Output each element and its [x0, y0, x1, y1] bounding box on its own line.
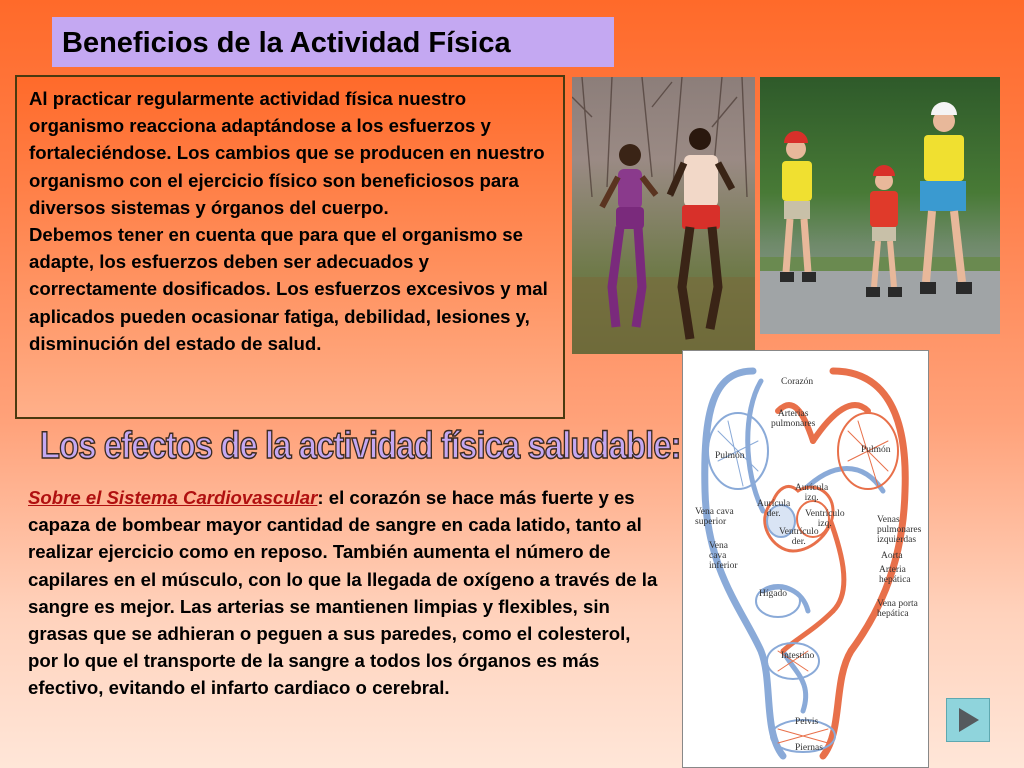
label-venas-pulmonares: Venas pulmonares izquierdas [877, 515, 922, 545]
play-triangle-icon [953, 705, 983, 735]
skaters-photo [760, 77, 1000, 334]
label-arterias-pulmonares: Arterias pulmonares [771, 409, 816, 429]
label-vena-cava-superior: Vena cava superior [695, 507, 734, 527]
label-piernas: Piernas [795, 743, 823, 753]
cardiovascular-link[interactable]: Sobre el Sistema Cardiovascular [28, 487, 318, 508]
label-corazon: Corazón [781, 377, 814, 387]
circulatory-system-diagram [682, 350, 929, 768]
intro-paragraph-2: Debemos tener en cuenta que para que el organismo se adapte, los esfuerzos deben ser adecuados y correctamente dosificados. Los esfuerzos excesivos y mal aplicados pueden ocasionar fatiga, debilidad, lesiones y, disminución del estado de salud. [29, 224, 548, 354]
label-vena-cava-inferior: Vena cava inferior [709, 541, 738, 571]
label-vena-porta: Vena porta hepática [877, 599, 918, 619]
cardiovascular-text: : el corazón se hace más fuerte y es capaza de bombear mayor cantidad de sangre en cada latido, tanto al realizar ejercicio como en reposo. También aumenta el número de capilares en el músculo, con lo que la llegada de oxígeno a través de la sangre es mejor. Las arterias se mantienen limpias y flexibles, sin grasas que se adhieran o peguen a sus paredes, como el colesterol, por lo que el transporte de la sangre a todos los órganos es más efectivo, evitando el infarto cardiaco o cerebral. [28, 487, 658, 699]
intro-paragraph-1: Al practicar regularmente actividad física nuestro organismo reacciona adaptándose a los esfuerzos y fortaleciéndose. Los cambios que se producen en nuestro organismo con el ejercicio físico son beneficiosos para diversos sistemas y órganos del cuerpo. [29, 88, 545, 218]
label-pulmon-right: Pulmón [861, 445, 891, 455]
label-pelvis: Pelvis [795, 717, 819, 727]
label-aorta: Aorta [881, 551, 903, 561]
effects-subtitle: Los efectos de la actividad física saludable: [40, 425, 681, 467]
label-auricula-izq: Aurícula izq. [795, 483, 829, 503]
label-pulmon-left: Pulmón [715, 451, 745, 461]
cardiovascular-paragraph [28, 484, 660, 702]
label-arteria-hepatica: Arteria hepática [879, 565, 911, 585]
label-higado: Hígado [759, 589, 787, 599]
slide-title: Beneficios de la Actividad Física [52, 17, 614, 67]
intro-text-box [15, 75, 565, 419]
label-auricula-der: Aurícula der. [757, 499, 791, 519]
runners-photo [572, 77, 755, 354]
label-ventriculo-der: Ventrículo der. [779, 527, 819, 547]
label-ventriculo-izq: Ventrículo izq. [805, 509, 845, 529]
label-intestino: Intestino [781, 651, 815, 661]
next-slide-button[interactable] [946, 698, 990, 742]
